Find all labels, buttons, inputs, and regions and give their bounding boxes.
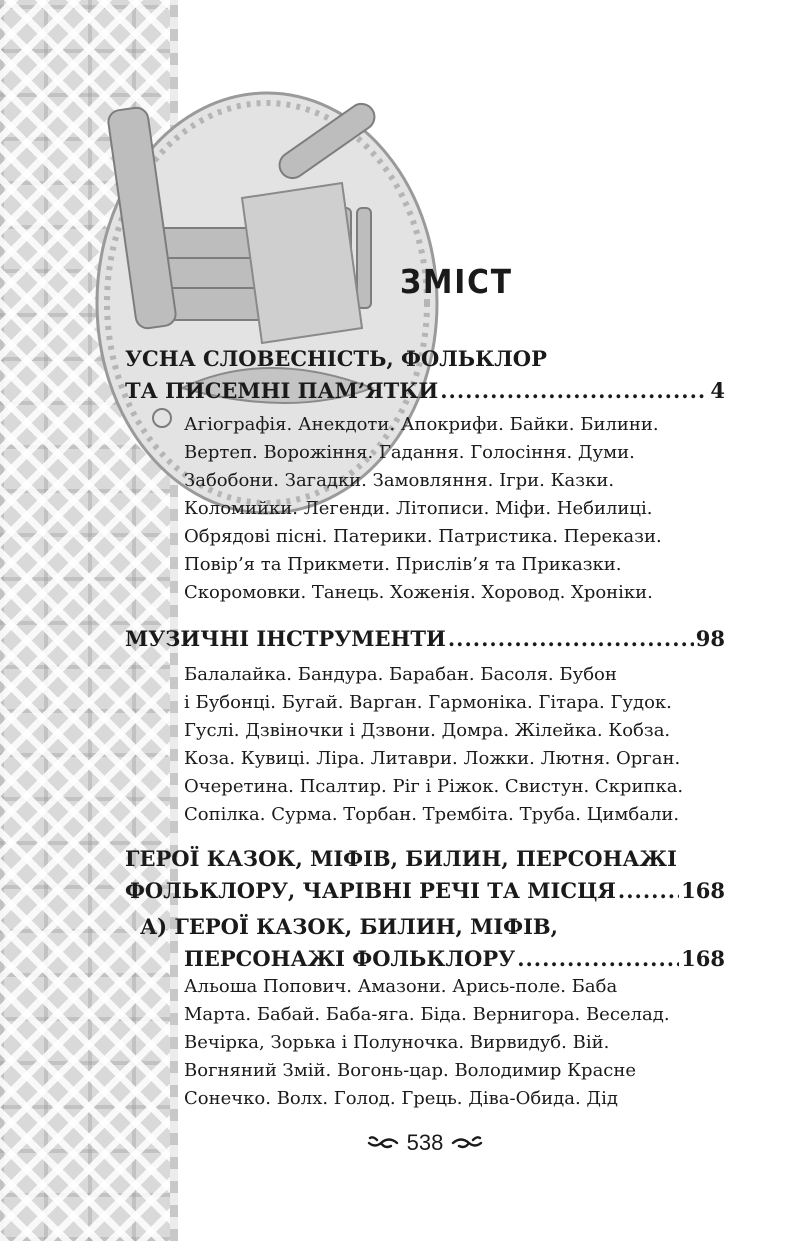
page-title: ЗМІСТ	[400, 262, 513, 301]
page-number-footer: 538	[406, 1130, 444, 1155]
left-flourish-icon	[367, 1134, 399, 1152]
list-line: Коза. Кувиці. Ліра. Литаври. Ложки. Лютня. Орган.	[184, 748, 681, 769]
list-line: Вечірка, Зорька і Полуночка. Вирвидуб. Вій.	[184, 1032, 610, 1053]
list-line: Вертеп. Ворожіння. Гадання. Голосіння. Думи.	[184, 442, 635, 463]
section-heading-line: ТА ПИСЕМНІ ПАМ’ЯТКИ	[125, 378, 439, 403]
dot-leader	[440, 375, 708, 407]
list-line: і Бубонці. Бугай. Варган. Гармоніка. Гітара. Гудок.	[184, 692, 672, 713]
page-number: 168	[681, 878, 725, 903]
list-line: Гуслі. Дзвіночки і Дзвони. Домра. Жілейка. Кобза.	[184, 720, 671, 741]
subsection-heading-line: А) ГЕРОЇ КАЗОК, БИЛИН, МІФІВ,	[140, 914, 558, 939]
list-line: Обрядові пісні. Патерики. Патристика. Перекази.	[184, 526, 662, 547]
list-line: Сопілка. Сурма. Торбан. Трембіта. Труба. Цимбали.	[184, 804, 680, 825]
section-heading-line: УСНА СЛОВЕСНІСТЬ, ФОЛЬКЛОР	[125, 346, 547, 371]
list-line: Балалайка. Бандура. Барабан. Басоля. Бубон	[184, 664, 617, 685]
toc-section-oral-literature[interactable]	[125, 343, 725, 407]
toc-section-fairy-tale-heroes[interactable]	[125, 843, 725, 907]
toc-subsection-heroes[interactable]	[140, 911, 725, 975]
section-items-list	[184, 661, 729, 829]
dot-leader	[618, 875, 679, 907]
page-number: 168	[681, 946, 725, 971]
list-line: Повір’я та Прикмети. Прислів’я та Приказки.	[184, 554, 622, 575]
list-line: Сонечко. Волх. Голод. Грець. Діва-Обида. Дід	[184, 1088, 618, 1109]
subsection-items-list	[184, 973, 729, 1113]
list-line: Очеретина. Псалтир. Ріг і Ріжок. Свистун. Скрипка.	[184, 776, 684, 797]
dot-leader	[517, 943, 679, 975]
dot-leader	[448, 623, 694, 655]
right-flourish-icon	[451, 1134, 483, 1152]
page-folio	[360, 1128, 490, 1158]
list-line: Забобони. Загадки. Замовляння. Ігри. Казки.	[184, 470, 615, 491]
page-number: 4	[710, 378, 725, 403]
section-items-list	[184, 411, 729, 607]
toc-section-musical-instruments[interactable]	[125, 623, 725, 655]
list-line: Скоромовки. Танець. Хоженія. Хоровод. Хроніки.	[184, 582, 653, 603]
list-line: Агіографія. Анекдоти. Апокрифи. Байки. Билини.	[184, 414, 659, 435]
list-line: Альоша Попович. Амазони. Арись-поле. Баба	[184, 976, 618, 997]
list-line: Марта. Бабай. Баба-яга. Біда. Вернигора. Веселад.	[184, 1004, 670, 1025]
subsection-heading-line: ПЕРСОНАЖІ ФОЛЬКЛОРУ	[184, 946, 516, 971]
list-line: Вогняний Змій. Вогонь-цар. Володимир Красне	[184, 1060, 637, 1081]
page-number: 98	[695, 626, 725, 651]
section-heading-line: ГЕРОЇ КАЗОК, МІФІВ, БИЛИН, ПЕРСОНАЖІ	[125, 846, 677, 871]
section-heading-line: ФОЛЬКЛОРУ, ЧАРІВНІ РЕЧІ ТА МІСЦЯ	[125, 878, 616, 903]
list-line: Коломийки. Легенди. Літописи. Міфи. Небилиці.	[184, 498, 653, 519]
section-heading-line: МУЗИЧНІ ІНСТРУМЕНТИ	[125, 626, 446, 651]
